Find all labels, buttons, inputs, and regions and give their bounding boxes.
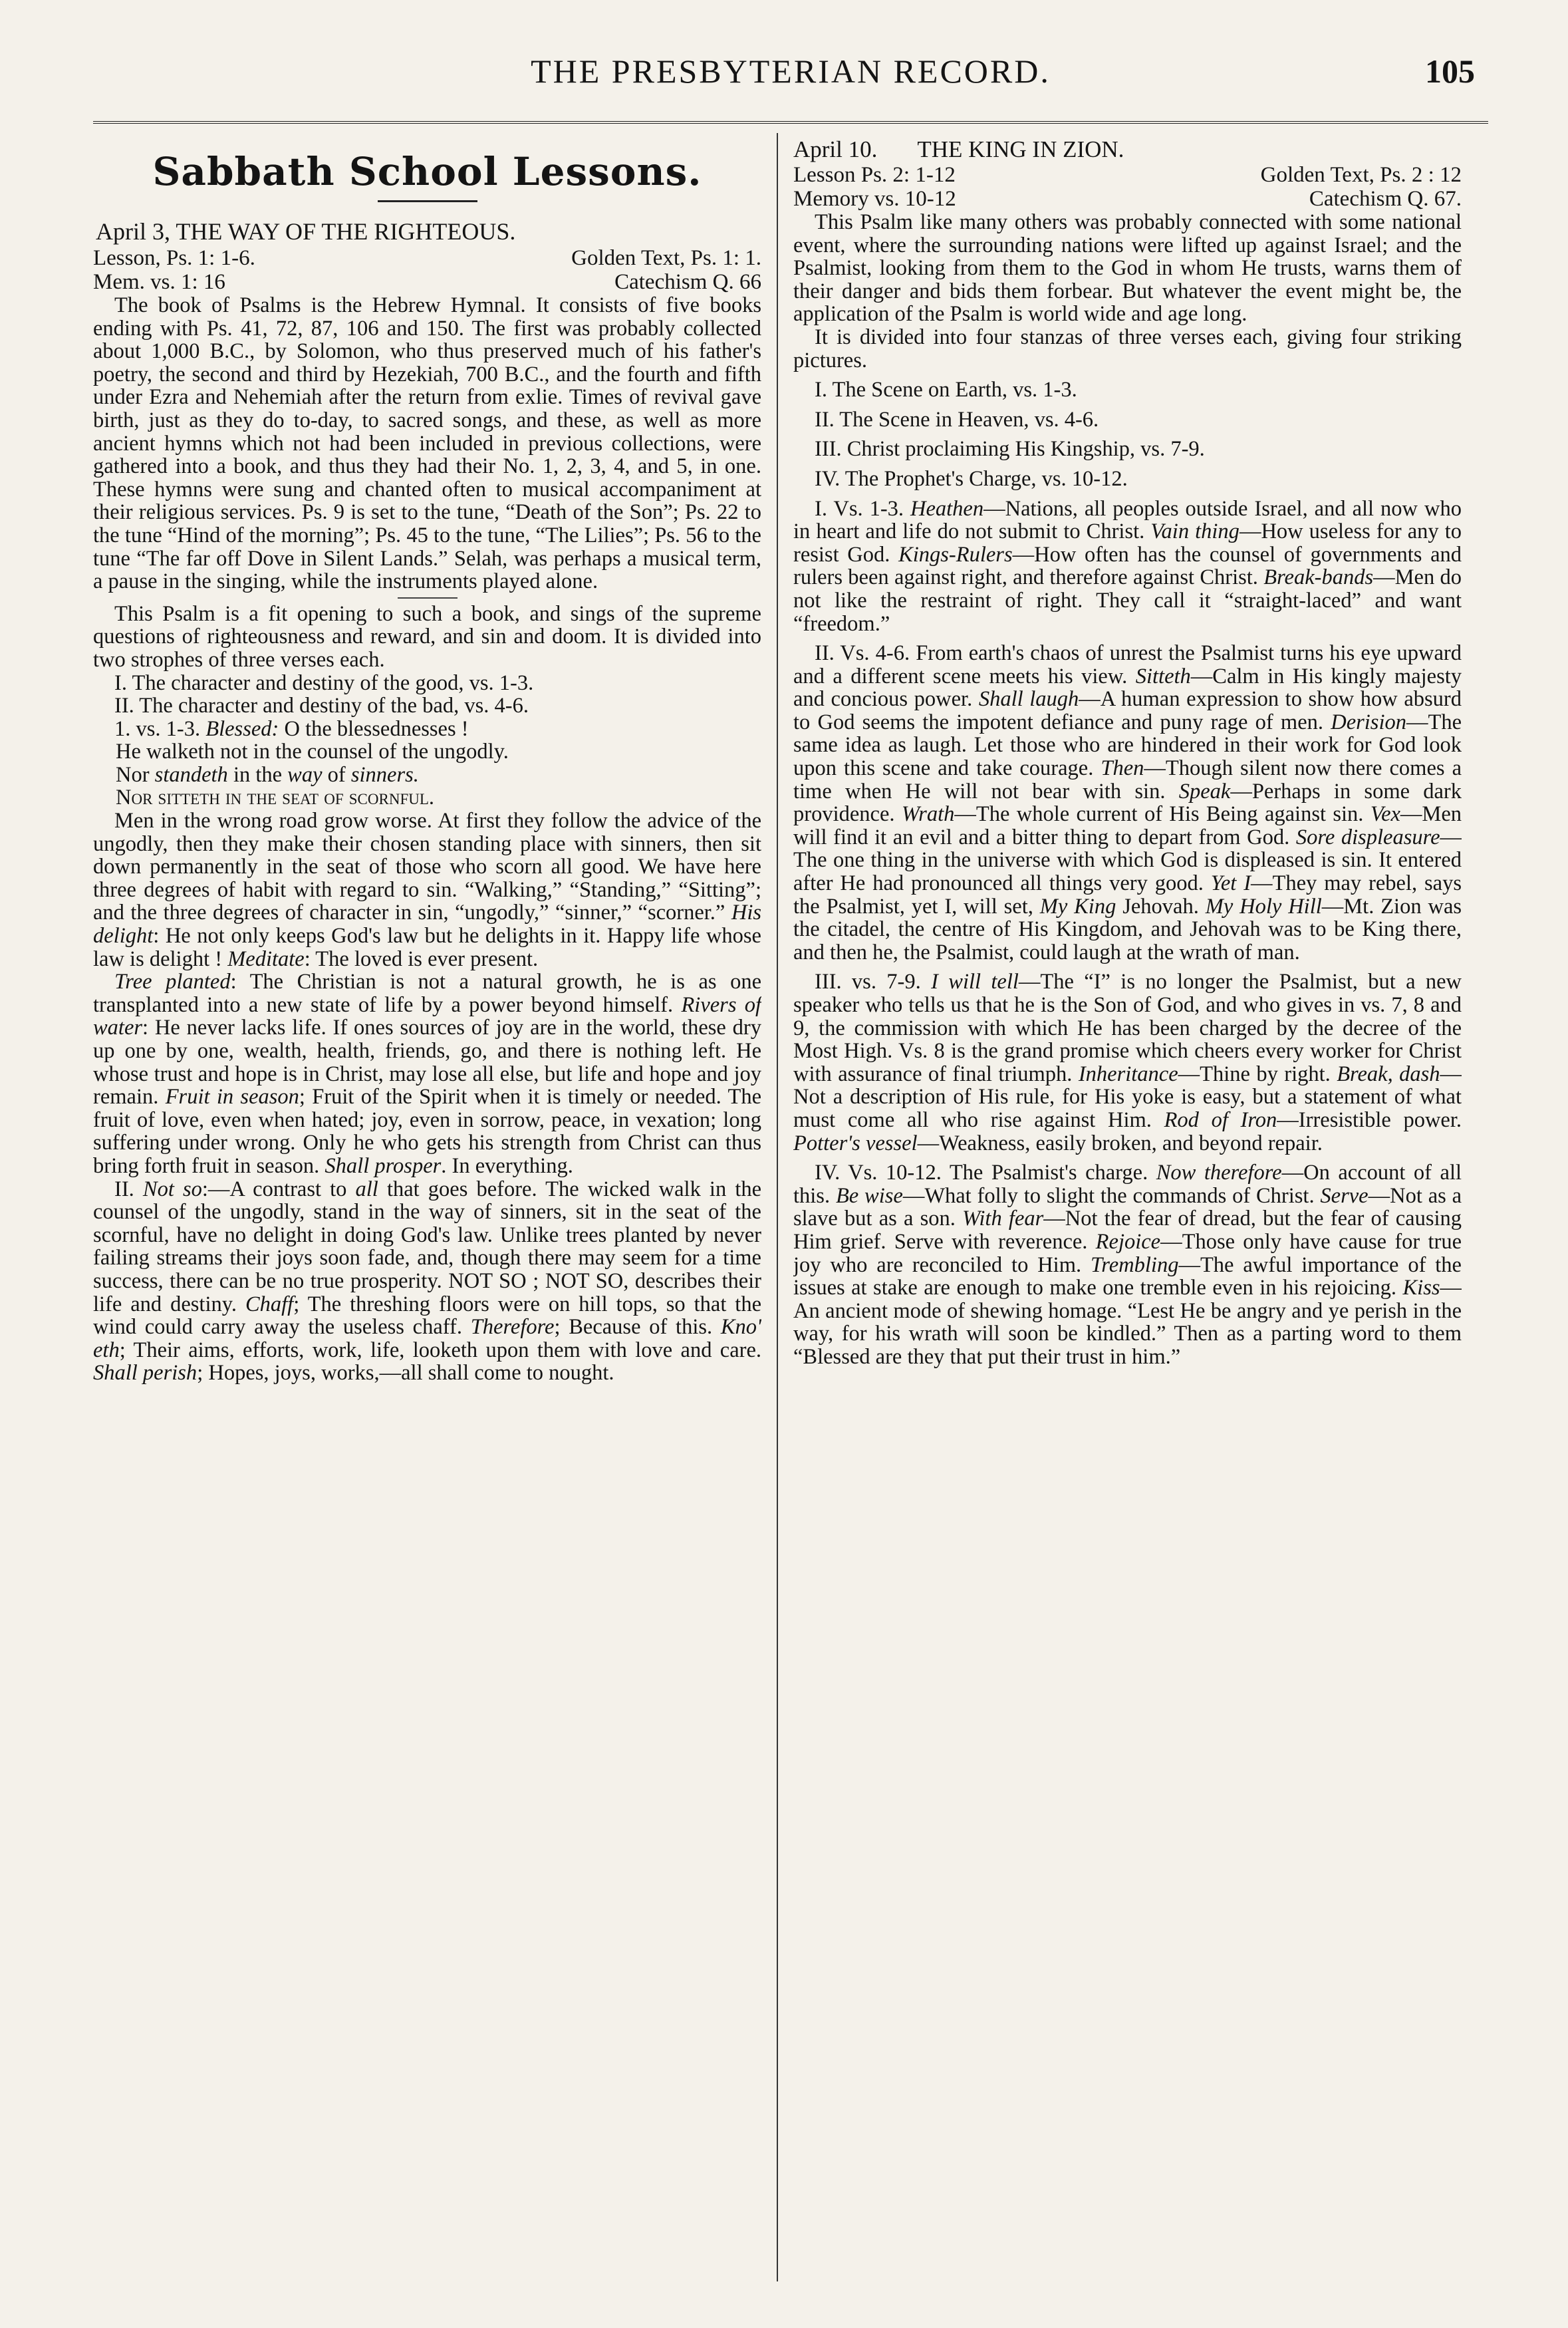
verse-word: Nor: [116, 762, 150, 787]
text: —A human expression to show how absurd to God seems the impotent defiance and puny rage of men.: [793, 687, 1462, 734]
text: —On account of all this.: [793, 1161, 1462, 1208]
page-number: 105: [1425, 53, 1475, 90]
text: —Thine by right.: [1178, 1062, 1331, 1086]
text: Jehovah.: [1122, 894, 1199, 919]
lesson1-paragraph-1: The book of Psalms is the Hebrew Hymnal. It consists of five books ending with Ps. 41, 72, 87, 106 and 150. The first was probably collected about 1,000 B.C., by Solomon, who thus preserved much of his father's poetry, the second and third by Hezekiah, 700 B.C., and the fourth and fifth under Ezra and Nehemiah after the return from exlie. Times of revival gave birth, just as they do to-day, to sacred songs, and these, as well as more ancient hymns which not had been included in previous collections, were gathered into a book, and thus they had their No. 1, 2, 3, 4, and 5, in one. These hymns were sung and chanted often to musical accompaniment at their religious services. Ps. 9 is set to the tune, “Death of the Son”; Ps. 22 to the tune “Hind of the morning”; Ps. 45 to the tune, “The Lilies”; Ps. 56 to the tune “The far off Dove in Silent Lands.” Selah, was perhaps a musical term, a pause in the singing, while the instruments played alone.: [93, 293, 761, 594]
keyword: Fruit in season: [165, 1085, 299, 1109]
text: I. Vs. 1-3.: [815, 496, 904, 521]
text: —Not as a slave but as a son.: [793, 1183, 1462, 1231]
lesson2-paragraph-2: It is divided into four stanzas of three verses each, giving four striking pictures.: [793, 325, 1462, 372]
lesson1-meta-row-2: [93, 270, 761, 294]
text: —The one thing in the universe with which God is displeased is sin. It entered after He had pronounced all things very good.: [793, 825, 1462, 896]
lesson1-golden-text: Golden Text, Ps. 1: 1.: [571, 246, 761, 270]
verse-intro-ref: 1. vs. 1-3.: [114, 716, 201, 741]
keyword: Shall prosper: [325, 1153, 442, 1178]
title-rule: [378, 200, 477, 202]
keyword: Rod of Iron: [1164, 1107, 1277, 1132]
column-rule: [777, 133, 778, 2281]
lesson1-verse-line-3: Nor sitteth in the seat of scornful.: [116, 786, 435, 810]
lesson2-memory-ref: Memory vs. 10-12: [793, 187, 956, 211]
lesson1-verse-intro: [93, 718, 761, 741]
keyword: I will tell: [931, 970, 1019, 994]
verse-intro-text: O the blessednesses !: [284, 716, 469, 741]
keyword: Vex: [1370, 802, 1400, 827]
text: —Not the fear of dread, but the fear of causing Him grief. Serve with reverence.: [793, 1207, 1462, 1254]
lesson1-division-1: I. The character and destiny of the good, vs. 1-3.: [114, 670, 534, 695]
verse-word: standeth: [154, 762, 228, 787]
text: —Though silent now there comes a time when He will not bear with sin.: [793, 756, 1462, 803]
keyword: Tree planted: [114, 970, 231, 994]
text: :—A contrast to: [201, 1177, 347, 1201]
text: : The Christian is not a natural growth, he is as one transplanted into a new state of life by a power beyond himself.: [93, 970, 761, 1017]
text: —What folly to slight the commands of Christ.: [902, 1183, 1315, 1208]
text: : He not only keeps God's law but he delights in it. Happy life whose law is delight !: [93, 924, 761, 971]
keyword: Not so: [142, 1177, 202, 1201]
lesson2-lesson-ref: Lesson Ps. 2: 1-12: [793, 163, 956, 187]
keyword: Derision: [1331, 710, 1406, 734]
keyword: Kiss: [1402, 1276, 1440, 1300]
lesson2-division-2: II. The Scene in Heaven, vs. 4-6.: [815, 407, 1099, 432]
keyword: With fear: [962, 1207, 1044, 1231]
text: —How useless for any to resist God.: [793, 519, 1462, 567]
keyword: Rejoice: [1095, 1229, 1161, 1254]
text: —Mt. Zion was the citadel, the centre of His Kingdom, and Jehovah was to be King there, and then he, the Psalmist, could laugh at the wrath of man.: [793, 894, 1462, 964]
lesson2-division-3: III. Christ proclaiming His Kingship, vs. 7-9.: [815, 437, 1205, 462]
text: Men in the wrong road grow worse. At first they follow the advice of the ungodly, then they make their chosen standing place with sinners, then sit down permanently in the seat of those who scorn all good. We have here three degrees of habit with regard to sin. “Walking,” “Standing,” “Sitting”; and the three degrees of character in sin, “ungodly,” “sinner,” “scorner.”: [93, 809, 761, 925]
lesson1-paragraph-5: [93, 1178, 761, 1385]
verse-word: way: [287, 762, 323, 787]
keyword: Therefore: [470, 1315, 555, 1340]
text: ; Hopes, joys, works,—all shall come to nought.: [197, 1361, 614, 1385]
keyword: My Holy Hill: [1205, 894, 1322, 919]
lesson2-stanza-2: [793, 642, 1462, 964]
text: —The same idea as laugh. Let those who are hindered in their work for God look upon this scene and take courage.: [793, 710, 1462, 781]
text: —Those only have cause for true joy who are reconciled to Him.: [793, 1229, 1462, 1277]
lesson1-title: April 3, THE WAY OF THE RIGHTEOUS.: [96, 218, 516, 245]
text: —The whole current of His Being against sin.: [954, 802, 1364, 827]
left-column: [93, 136, 761, 2288]
keyword: Inheritance: [1078, 1062, 1178, 1086]
running-head: [93, 52, 1488, 105]
text: ; Fruit of the Spirit when it is timely or needed. The fruit of love, even when hated; joy, even in sorrow, peace, in vexation; long suffering under wrong. Only he who gets his strength from Christ can thus bring forth fruit in season.: [93, 1085, 761, 1178]
keyword: My King: [1039, 894, 1116, 919]
header-rule: [93, 121, 1488, 124]
keyword: Kno' eth: [93, 1315, 761, 1362]
text: —Not a description of His rule, for His yoke is easy, but a statement of what must come all who rise against Him.: [793, 1062, 1462, 1132]
keyword: Vain thing: [1150, 519, 1240, 544]
lesson2-catechism: Catechism Q. 67.: [1309, 187, 1462, 211]
lesson2-title-text: THE KING IN ZION.: [917, 136, 1124, 162]
keyword: Sitteth: [1135, 664, 1191, 688]
keyword: His delight: [93, 901, 761, 948]
right-column: [793, 136, 1462, 2288]
keyword: Heathen: [910, 496, 984, 521]
text: IV. Vs. 10-12. The Psalmist's charge.: [815, 1161, 1148, 1185]
text: . In everything.: [441, 1153, 573, 1178]
text: —They may rebel, says the Psalmist, yet I, will set,: [793, 871, 1462, 919]
lesson2-stanza-4: [793, 1161, 1462, 1368]
verse-word: sinners.: [350, 762, 419, 787]
text: that goes before. The wicked walk in the counsel of the ungodly, stand in the way of sinners, sit in the seat of the scornful, have no delight in doing God's law. Unlike trees planted by never failing streams their joys soon fade, and, though there may seem for a time success, there can be no true prosperity. NOT SO ; NOT SO, describes their life and destiny.: [93, 1177, 761, 1316]
lesson2-golden-text: Golden Text, Ps. 2 : 12: [1260, 163, 1462, 187]
keyword: Rivers of water: [93, 992, 761, 1040]
lesson2-title: [793, 136, 1462, 163]
keyword: Break-bands: [1263, 565, 1374, 590]
text: —The awful importance of the issues at stake are enough to make one tremble even in his rejoicing.: [793, 1252, 1462, 1300]
lesson1-paragraph-4: [93, 970, 761, 1177]
keyword: Serve: [1320, 1183, 1369, 1208]
text: —Calm in His kingly majesty and concious power.: [793, 664, 1462, 712]
keyword: Sore displeasure: [1295, 825, 1440, 849]
text: ; Their aims, efforts, work, life, looketh upon them with love and care.: [119, 1338, 761, 1362]
lesson2-stanza-1: [793, 498, 1462, 636]
lesson2-meta-row-1: [793, 163, 1462, 187]
lesson2-meta-row-2: [793, 187, 1462, 211]
keyword: Yet I: [1210, 871, 1251, 896]
lesson1-paragraph-2: This Psalm is a fit opening to such a book, and sings of the supreme questions of righteousness and reward, and sin and doom. It is divided into two strophes of three verses each.: [93, 601, 761, 672]
verse-intro-keyword: Blessed:: [205, 716, 279, 741]
paragraph-divider: [398, 597, 457, 599]
keyword: Shall laugh: [978, 687, 1079, 712]
text: : The loved is ever present.: [304, 946, 539, 971]
keyword: Speak: [1178, 779, 1231, 803]
lesson1-meta-row-1: [93, 246, 761, 270]
text: —Irresistible power.: [1277, 1107, 1462, 1132]
text: —Perhaps in some dark providence.: [793, 779, 1462, 827]
text: —Men will find it an evil and a bitter thing to depart from God.: [793, 802, 1462, 849]
keyword: Trembling: [1091, 1252, 1179, 1277]
text: III. vs. 7-9.: [815, 970, 921, 994]
text: ; Because of this.: [554, 1315, 713, 1340]
lesson1-lesson-ref: Lesson, Ps. 1: 1-6.: [93, 246, 255, 270]
text: —Men do not like the restraint of right. They call it “straight-laced” and want “freedom.”: [793, 565, 1462, 636]
text: —How often has the counsel of governments and rulers been against right, and therefore against Christ.: [793, 542, 1462, 590]
keyword: Wrath: [901, 802, 955, 827]
text: II.: [114, 1177, 134, 1201]
keyword: Potter's vessel: [793, 1131, 918, 1155]
text: —Nations, all peoples outside Israel, and all now who in heart and life do not submit to Christ.: [793, 496, 1462, 544]
lesson1-verse-line-2: [93, 764, 761, 787]
keyword: Be wise: [835, 1183, 903, 1208]
lesson1-paragraph-3: [93, 809, 761, 970]
verse-word: of: [327, 762, 346, 787]
keyword: Meditate: [227, 946, 305, 971]
section-title: Sabbath School Lessons.: [152, 149, 702, 194]
keyword: Then: [1101, 756, 1144, 781]
text: : He never lacks life. If ones sources of joy are in the world, these dry up one by one, wealth, health, friends, go, and there is nothing left. He whose trust and hope is in Christ, may lose all else, but life and hope and joy remain.: [93, 1016, 761, 1109]
keyword: Now therefore: [1156, 1161, 1282, 1185]
verse-word: in the: [233, 762, 283, 787]
running-title: THE PRESBYTERIAN RECORD.: [531, 53, 1051, 90]
lesson2-paragraph-1: This Psalm like many others was probably connected with some national event, where the surrounding nations were lifted up against Israel; and the Psalmist, looking from them to the God in whom He trusts, warns them of their danger and bids them forbear. But whatever the event might be, the application of the Psalm is world wide and age long.: [793, 210, 1462, 327]
text: ; The threshing floors were on hill tops, so that the wind could carry away the useless chaff.: [93, 1292, 761, 1340]
keyword: Chaff: [245, 1292, 294, 1316]
lesson2-division-1: I. The Scene on Earth, vs. 1-3.: [815, 378, 1077, 402]
keyword: all: [355, 1177, 378, 1201]
keyword: Shall perish: [93, 1361, 197, 1385]
lesson1-catechism: Catechism Q. 66: [614, 270, 761, 294]
keyword: Break, dash: [1337, 1062, 1440, 1086]
text: —The “I” is no longer the Psalmist, but a new speaker who tells us that he is the Son of God, and who gives in vs. 7, 8 and 9, the commission with which He has been charged by the decree of the Most High. Vs. 8 is the grand promise which cheers every worker for Christ with assurance of final triumph.: [793, 970, 1462, 1086]
text: —An ancient mode of shewing homage. “Lest He be angry and ye perish in the way, for his wrath will soon be kindled.” Then as a parting word to them “Blessed are they that put their trust in him.”: [793, 1276, 1462, 1369]
text: II. Vs. 4-6. From earth's chaos of unrest the Psalmist turns his eye upward and a different scene meets his view.: [793, 641, 1462, 688]
lesson1-division-2: II. The character and destiny of the bad, vs. 4-6.: [114, 694, 529, 718]
lesson1-verse-line-1: He walketh not in the counsel of the ungodly.: [116, 740, 509, 764]
keyword: Kings-Rulers: [898, 542, 1013, 567]
lesson1-memory-ref: Mem. vs. 1: 16: [93, 270, 225, 294]
lesson2-division-4: IV. The Prophet's Charge, vs. 10-12.: [815, 466, 1128, 491]
lesson2-stanza-3: [793, 970, 1462, 1155]
text: —Weakness, easily broken, and beyond repair.: [917, 1131, 1323, 1155]
lesson2-date: April 10.: [793, 136, 878, 162]
